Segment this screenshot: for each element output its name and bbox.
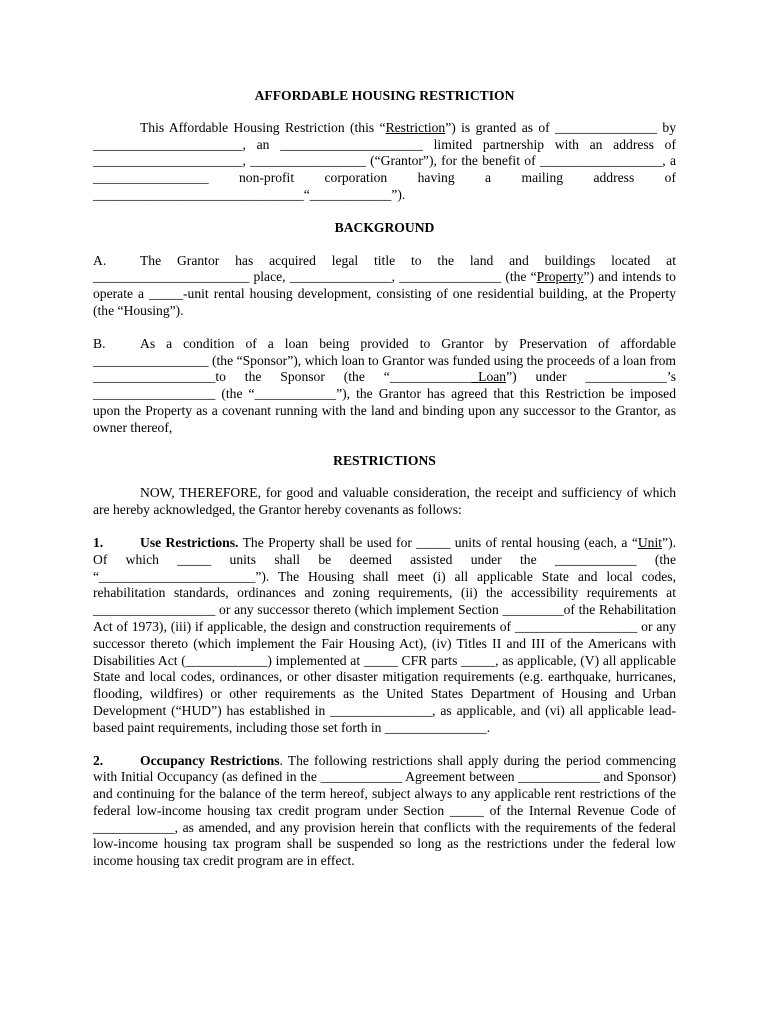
- intro-text-start: This Affordable Housing Restriction (this “: [140, 119, 386, 135]
- restriction-defined-term: Restriction: [385, 119, 446, 135]
- document-body: [93, 88, 676, 886]
- now-therefore-paragraph: NOW, THEREFORE, for good and valuable consideration, the receipt and sufficiency of which are hereby acknowledged, the Grantor hereby covenants as follows:: [93, 485, 676, 518]
- unit-defined-term: Unit: [637, 534, 663, 550]
- section-1-use-restrictions: [93, 535, 676, 737]
- background-paragraph-a: [93, 253, 676, 320]
- section-2-text: . The following restrictions shall apply during the period commencing with Initial Occupancy (as defined in the ____________ Agreement between ____________ and Sponsor) and continuing for the balance of the term hereof, subject always to any applicable rent restrictions of the federal low-income housing tax credit program under Section _____ of the Internal Revenue Code of ____________, as amended, and any provision herein that conflicts with the requirements of the federal low-income housing tax program shall be suspended so long as the restrictions under the federal low income housing tax credit program are in effect.: [93, 752, 676, 869]
- paragraph-b-text-rest: ”) under ____________’s __________________ (the “____________”), the Grantor has agreed that this Restriction be imposed upon the Property as a covenant running with the land and binding upon any successor to the Grantor, as owner thereof,: [93, 369, 676, 435]
- paragraph-a-label: A.: [93, 252, 107, 268]
- intro-text-rest: ”) is granted as of _______________ by ______________________, an _____________________ limited partnership with an address of ______________________, _________________ (“Grantor”), for the benefit of __________________, a _________________ non-profit corporation having a mailing address of _______________________________“____________”).: [93, 119, 676, 202]
- section-2-occupancy-restrictions: [93, 753, 676, 871]
- section-2-heading: Occupancy Restrictions: [140, 752, 280, 768]
- background-paragraph-b: [93, 336, 676, 437]
- section-1-heading: Use Restrictions.: [140, 534, 239, 550]
- section-1-text-start: The Property shall be used for _____ units of rental housing (each, a “: [238, 534, 638, 550]
- property-defined-term: Property: [536, 269, 584, 285]
- background-heading: BACKGROUND: [334, 219, 435, 235]
- paragraph-a-text-start: The Grantor has acquired legal title to the land and buildings located at _______________________ place, _______________, _______________ (the “: [93, 252, 676, 285]
- paragraph-b-label: B.: [93, 335, 106, 351]
- loan-defined-term: _Loan: [471, 369, 507, 385]
- document-title: AFFORDABLE HOUSING RESTRICTION: [254, 88, 515, 103]
- section-1-text-rest: ”). Of which _____ units shall be deemed assisted under the ____________ (the “_______________________”). The Housing shall meet (i) all applicable State and local codes, rehabilitation standards, ordinances and zoning requirements, (ii) the accessibility requirements at __________________ or any successor thereto (which implement Section _________of the Rehabilitation Act of 1973), (iii) if applicable, the design and construction requirements of __________________ or any successor thereto (which implement the Fair Housing Act), (iv) Titles II and III of the Americans with Disabilities Act (____________) implemented at _____ CFR parts _____, as applicable, (V) all applicable State and local codes, ordinances, or other disaster mitigation requirements (e.g. earthquake, hurricanes, flooding, wildfires) or other requirements as the United States Department of Housing and Urban Development (“HUD”) has established in _______________, as applicable, and (vi) all applicable lead-based paint requirements, including those set forth in _______________.: [93, 534, 676, 735]
- intro-paragraph: [93, 120, 676, 204]
- paragraph-b-text-start: As a condition of a loan being provided to Grantor by Preservation of affordable _________________ (the “Sponsor”), which loan to Grantor was funded using the proceeds of a loan from __________________to the Sponsor (the “____________: [93, 335, 676, 385]
- restrictions-heading: RESTRICTIONS: [333, 452, 436, 468]
- section-1-number: 1.: [93, 534, 104, 550]
- paragraph-a-text-rest: ”) and intends to operate a _____-unit rental housing development, consisting of one residential building, at the Property (the “Housing”).: [93, 269, 676, 318]
- section-2-number: 2.: [93, 752, 104, 768]
